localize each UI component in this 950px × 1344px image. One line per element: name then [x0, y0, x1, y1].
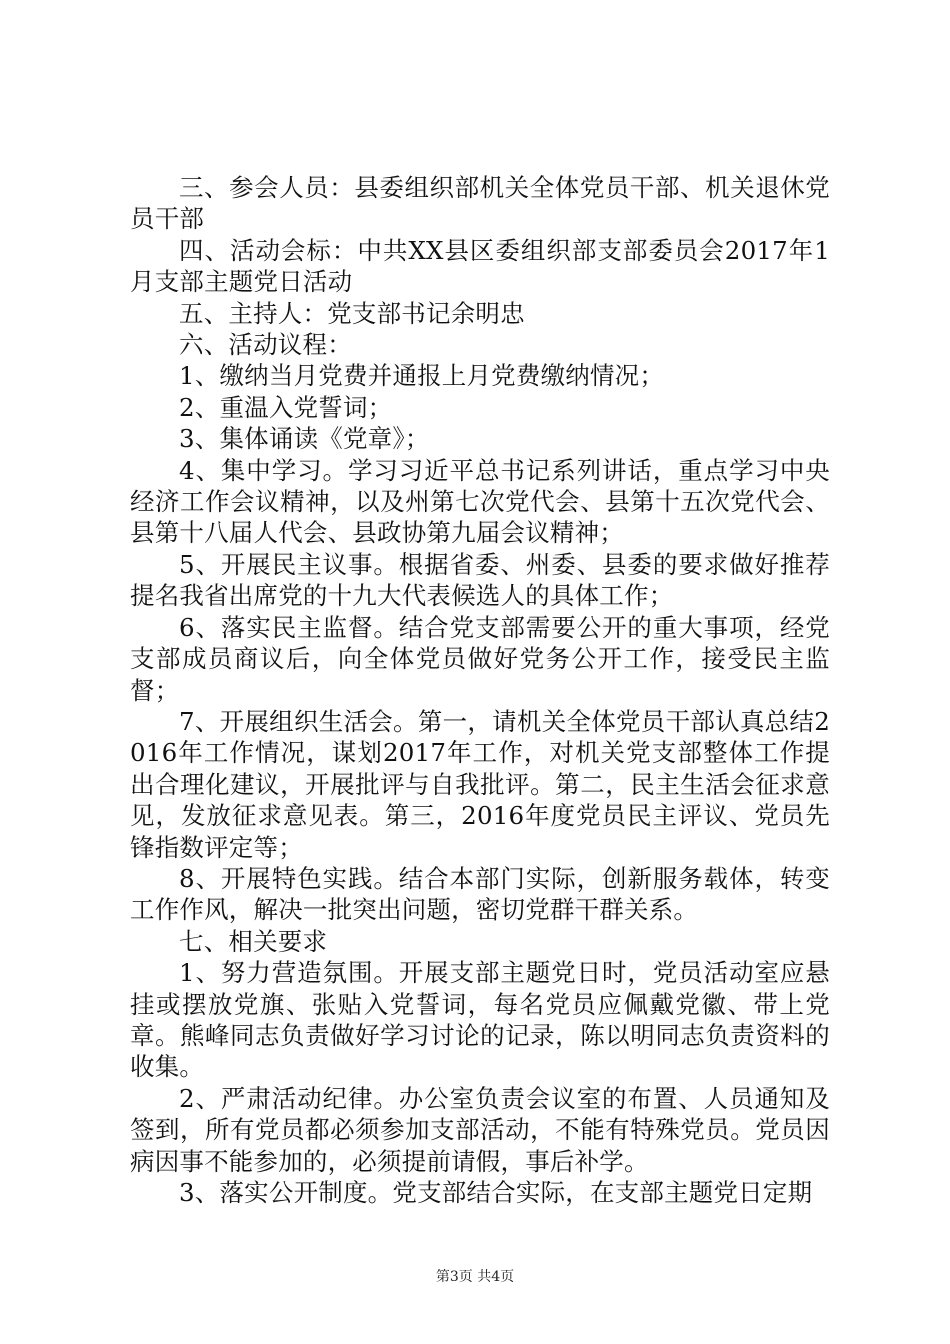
agenda-item-1: 1、缴纳当月党费并通报上月党费缴纳情况； — [179, 361, 665, 391]
paragraph-attendees: 三、参会人员：县委组织部机关全体党员干部、机关退休党员干部 — [130, 173, 830, 234]
requirement-item-1: 1、努力营造氛围。开展支部主题党日时，党员活动室应悬挂或摆放党旗、张贴入党誓词，每名党员应佩戴党徽、带上党章。熊峰同志负责做好学习讨论的记录，陈以明同志负责资料的收集。 — [130, 958, 830, 1082]
agenda-item-7: 7、开展组织生活会。第一，请机关全体党员干部认真总结2016年工作情况，谋划2017年工作，对机关党支部整体工作提出合理化建议，开展批评与自我批评。第二，民主生活会征求意见，发放征求意见表。第三，2016年度党员民主评议、党员先锋指数评定等； — [130, 706, 830, 862]
agenda-item-6: 6、落实民主监督。结合党支部需要公开的重大事项，经党支部成员商议后，向全体党员做好党务公开工作，接受民主监督； — [130, 612, 830, 705]
agenda-item-8: 8、开展特色实践。结合本部门实际，创新服务载体，转变工作作风，解决一批突出问题，密切党群干群关系。 — [130, 863, 830, 925]
paragraph-banner: 四、活动会标：中共XX县区委组织部支部委员会2017年1月支部主题党日活动 — [130, 235, 830, 297]
agenda-item-3: 3、集体诵读《党章》； — [179, 424, 430, 454]
page-footer: 第3页 共4页 — [435, 1269, 515, 1285]
paragraph-agenda-heading: 六、活动议程： — [179, 330, 352, 360]
paragraph-host: 五、主持人：党支部书记余明忠 — [179, 298, 525, 328]
requirement-item-3: 3、落实公开制度。党支部结合实际，在支部主题党日定期 — [179, 1178, 813, 1207]
requirements-heading: 七、相关要求 — [179, 926, 328, 956]
agenda-item-2: 2、重温入党誓词； — [179, 392, 393, 422]
requirement-item-2: 2、严肃活动纪律。办公室负责会议室的布置、人员通知及签到，所有党员都必须参加支部活动，不能有特殊党员。党员因病因事不能参加的，必须提前请假，事后补学。 — [130, 1083, 830, 1176]
document-body — [130, 172, 830, 1208]
agenda-item-4: 4、集中学习。学习习近平总书记系列讲话，重点学习中央经济工作会议精神，以及州第七次党代会、县第十五次党代会、县第十八届人代会、县政协第九届会议精神； — [130, 455, 830, 548]
agenda-item-5: 5、开展民主议事。根据省委、州委、县委的要求做好推荐提名我省出席党的十九大代表候选人的具体工作； — [130, 549, 830, 611]
